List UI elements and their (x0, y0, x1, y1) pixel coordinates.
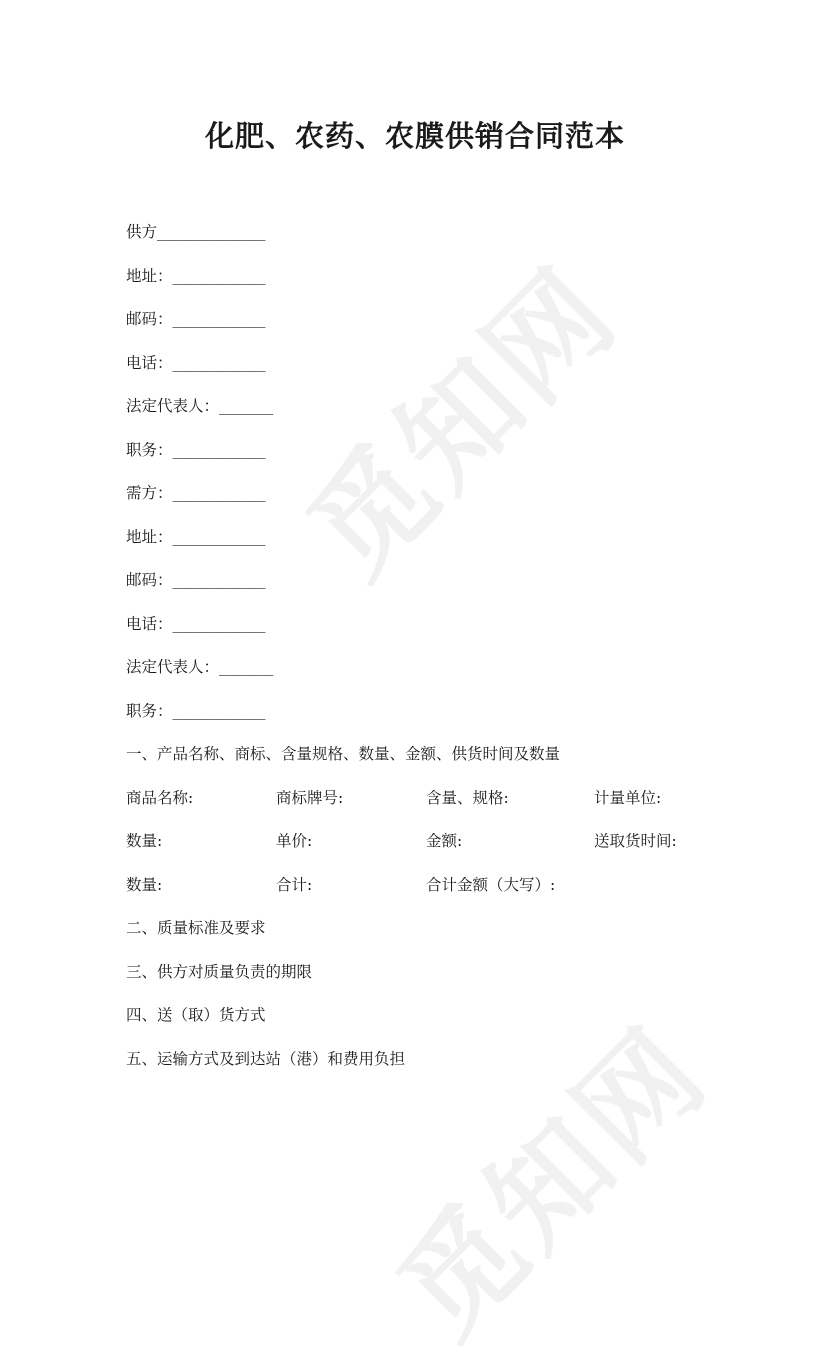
delivery-time-label: 送取货时间: (594, 832, 677, 850)
buyer-legal-rep-line: 法定代表人：_______ (126, 658, 274, 676)
product-name-label: 商品名称: (126, 789, 194, 807)
section-3-heading: 三、供方对质量负责的期限 (126, 963, 313, 981)
buyer-postcode-line: 邮码：____________ (126, 571, 266, 589)
section-4-heading: 四、送（取）货方式 (126, 1006, 266, 1024)
buyer-party-line: 需方：____________ (126, 484, 266, 502)
buyer-address-line: 地址：____________ (126, 528, 266, 546)
spec-label: 含量、规格: (426, 789, 509, 807)
section-1-heading: 一、产品名称、商标、含量规格、数量、金额、供货时间及数量 (126, 745, 561, 763)
quantity-label: 数量: (126, 832, 163, 850)
product-field-row (126, 831, 726, 851)
watermark: 觅知网 (372, 1001, 734, 1363)
product-field-row (126, 788, 726, 808)
supplier-postcode-line: 邮码：____________ (126, 310, 266, 328)
trademark-label: 商标牌号: (276, 789, 344, 807)
supplier-party-line: 供方______________ (126, 223, 266, 241)
watermark: 觅知网 (282, 241, 644, 603)
buyer-phone-line: 电话：____________ (126, 615, 266, 633)
total-label: 合计: (276, 876, 313, 894)
amount-label: 金额: (426, 832, 463, 850)
supplier-phone-line: 电话：____________ (126, 354, 266, 372)
unit-price-label: 单价: (276, 832, 313, 850)
section-5-heading: 五、运输方式及到达站（港）和费用负担 (126, 1050, 406, 1068)
unit-label: 计量单位: (594, 789, 662, 807)
supplier-position-line: 职务：____________ (126, 441, 266, 459)
total-amount-words-label: 合计金额（大写）: (426, 876, 556, 894)
section-2-heading: 二、质量标准及要求 (126, 919, 266, 937)
quantity-label: 数量: (126, 876, 163, 894)
buyer-position-line: 职务：____________ (126, 702, 266, 720)
product-field-row (126, 875, 726, 895)
supplier-legal-rep-line: 法定代表人：_______ (126, 397, 274, 415)
supplier-address-line: 地址：____________ (126, 267, 266, 285)
document-title: 化肥、农药、农膜供销合同范本 (204, 119, 625, 153)
